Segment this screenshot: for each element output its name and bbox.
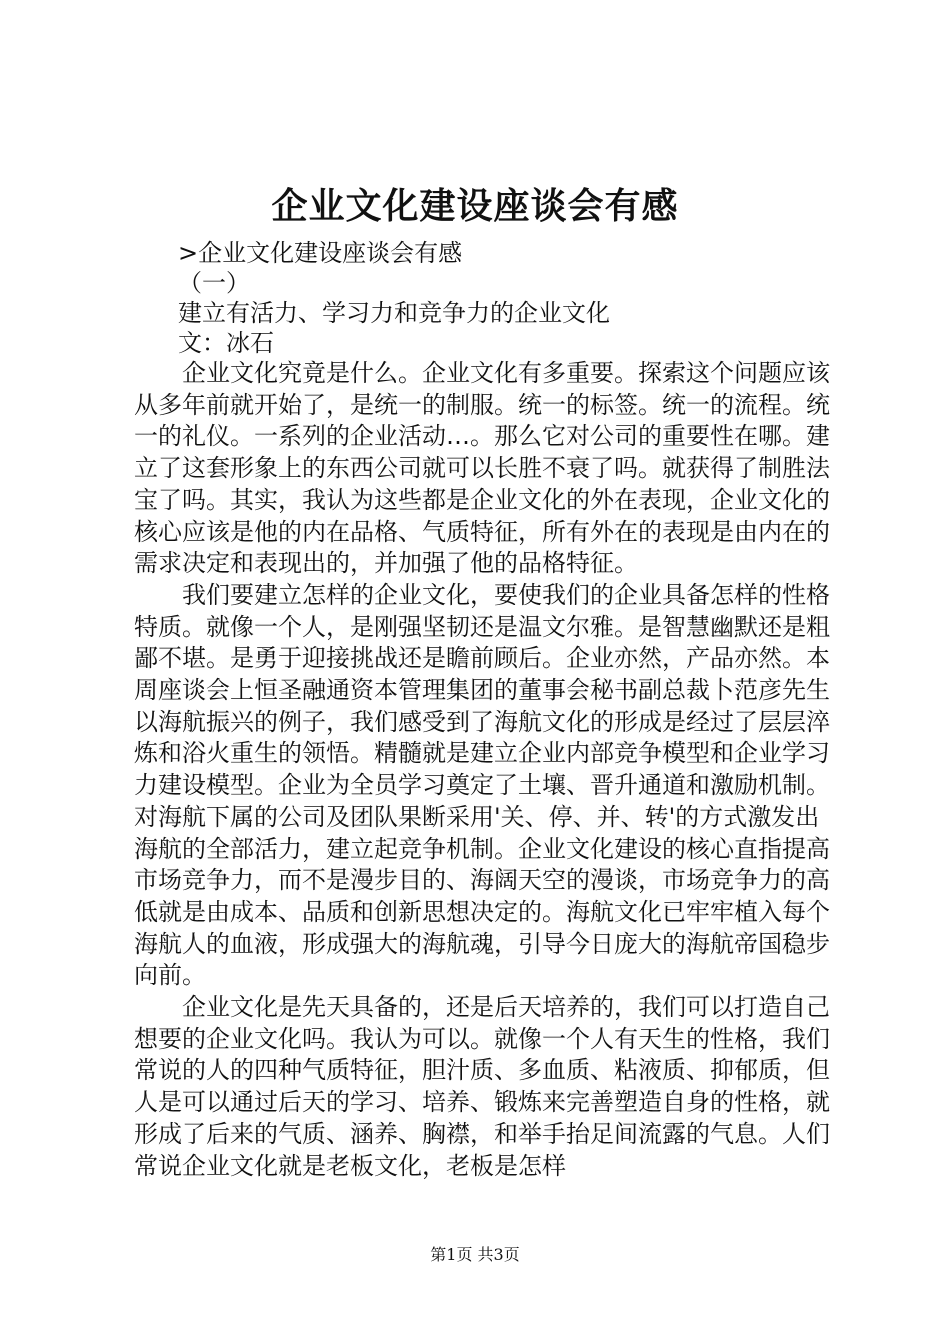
body-text — [134, 358, 834, 1182]
author-line: 文：冰石 — [178, 329, 274, 357]
paragraph: 企业文化是先天具备的，还是后天培养的，我们可以打造自己想要的企业文化吗。我认为可以。就像一个人有天生的性格，我们常说的人的四种气质特征，胆汁质、多血质、粘液质、抑郁质，但人是可以通过后天的学习、培养、锻炼来完善塑造自身的性格，就形成了后来的气质、涵养、胸襟，和举手抬足间流露的气息。人们常说企业文化就是老板文化，老板是怎样 — [134, 993, 830, 1180]
article-title: 建立有活力、学习力和竞争力的企业文化 — [178, 299, 610, 327]
document-title: 企业文化建设座谈会有感 — [271, 186, 679, 227]
page-footer: 第1页 共3页 — [430, 1245, 520, 1264]
paragraph: 我们要建立怎样的企业文化，要使我们的企业具备怎样的性格特质。就像一个人，是刚强坚韧还是温文尔雅。是智慧幽默还是粗鄙不堪。是勇于迎接挑战还是瞻前顾后。企业亦然，产品亦然。本周座谈会上恒圣融通资本管理集团的董事会秘书副总裁卜范彦先生以海航振兴的例子，我们感受到了海航文化的形成是经过了层层淬炼和浴火重生的领悟。精髓就是建立企业内部竞争模型和企业学习力建设模型。企业为全员学习奠定了土壤、晋升通道和激励机制。对海航下属的公司及团队果断采用'关、停、并、转'的方式激发出海航的全部活力，建立起竞争机制。企业文化建设的核心直指提高市场竞争力，而不是漫步目的、海阔天空的漫谈，市场竞争力的高低就是由成本、品质和创新思想决定的。海航文化已牢牢植入每个海航人的血液，形成强大的海航魂，引导今日庞大的海航帝国稳步向前。 — [134, 580, 830, 990]
section-number: （一） — [178, 269, 250, 297]
paragraph: 企业文化究竟是什么。企业文化有多重要。探索这个问题应该从多年前就开始了，是统一的制服。统一的标签。统一的流程。统一的礼仪。一系列的企业活动…。那么它对公司的重要性在哪。建立了这套形象上的东西公司就可以长胜不衰了吗。就获得了制胜法宝了吗。其实，我认为这些都是企业文化的外在表现，企业文化的核心应该是他的内在品格、气质特征，所有外在的表现是由内在的需求决定和表现出的，并加强了他的品格特征。 — [134, 359, 830, 578]
subtitle-line: >企业文化建设座谈会有感 — [178, 239, 463, 267]
